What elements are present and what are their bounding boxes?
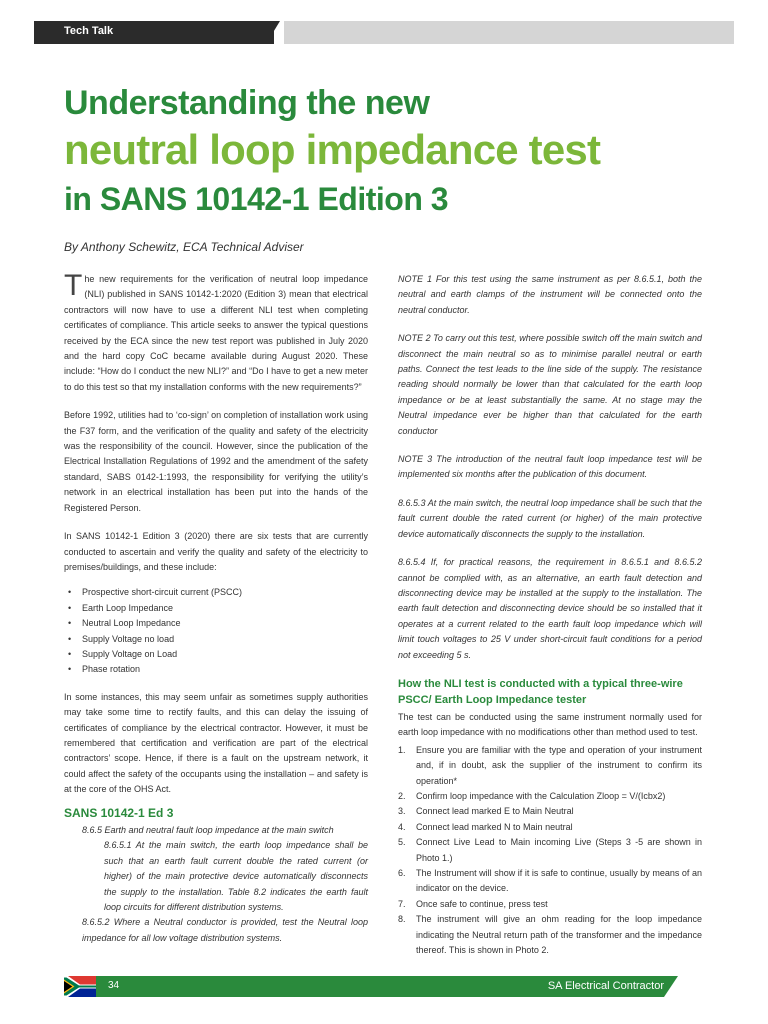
- page-number: 34: [108, 980, 120, 991]
- note-3: NOTE 3 The introduction of the neutral fault loop impedance test will be implemented six months after the publication of this document.: [398, 454, 702, 480]
- list-item: • Neutral Loop Impedance: [64, 616, 368, 631]
- header-slash: [266, 21, 280, 44]
- title-line-1: Understanding the new: [64, 84, 430, 122]
- list-item: • Prospective short-circuit current (PSCC): [64, 585, 368, 600]
- list-item: • Phase rotation: [64, 662, 368, 677]
- drop-cap: T: [64, 269, 83, 302]
- section-label: Tech Talk: [64, 25, 114, 37]
- list-item: • Supply Voltage on Load: [64, 647, 368, 662]
- clause-8-6-5-3: 8.6.5.3 At the main switch, the neutral loop impedance shall be such that the fault current double the rated current (or higher) of the main protective device automatically disconnects the supply to the installation.: [398, 497, 702, 539]
- title-line-2: neutral loop impedance test: [64, 126, 601, 173]
- clause-8-6-5-2: 8.6.5.2 Where a Neutral conductor is provided, test the Neutral loop impedance for all low voltage distribution systems.: [82, 917, 368, 943]
- tests-list: [64, 585, 368, 677]
- page-footer: [64, 976, 664, 997]
- history-paragraph: Before 1992, utilities had to ‘co-sign’ on completion of installation work using the F37 form, and the verification of the quality and safety of the electricity was the responsibility of the council. However, since the publication of the Electrical Installation Regulations of 1992 and the amendment of the safety standard, SABS 0142-1:1993, the responsibility for verifying the utility’s network in an electrical installation has been put into the hands of the Registered Person.: [64, 410, 368, 513]
- list-item: 6. The Instrument will show if it is safe to continue, usually by means of an indicator on the device.: [398, 868, 702, 894]
- list-item: • Supply Voltage no load: [64, 632, 368, 647]
- list-item: 3. Connect lead marked E to Main Neutral: [398, 806, 574, 817]
- list-item: 1. Ensure you are familiar with the type and operation of your instrument and, if in doubt, ask the supplier of the instrument to confirm its operation*: [398, 744, 702, 786]
- right-column: [398, 272, 702, 958]
- magazine-name: SA Electrical Contractor: [547, 980, 664, 992]
- list-item: 8. The instrument will give an ohm reading for the loop impedance indicating the Neutral return path of the transformer and the impedance thereof. This is shown in Photo 2.: [398, 914, 702, 956]
- clause-8-6-5-4: 8.6.5.4 If, for practical reasons, the requirement in 8.6.5.1 and 8.6.5.2 cannot be complied with, as an alternative, an earth fault detection and disconnecting device may be installed at the supply to the installation. The earth fault detection and disconnecting device should be so installed that it operates at a current related to the earth fault loop impedance which will limit touch voltages to 25 V under short-circuit fault conditions for a period not exceeding 5 s.: [398, 557, 702, 660]
- list-item: 2. Confirm loop impedance with the Calculation Zloop = V/(Icbx2): [398, 790, 666, 801]
- tests-paragraph: In SANS 10142-1 Edition 3 (2020) there are six tests that are currently conducted to ascertain and verify the quality and safety of the electricity to premises/buildings, and these include:: [64, 531, 368, 572]
- list-item: 4. Connect lead marked N to Main neutral: [398, 821, 573, 832]
- intro-paragraph: The new requirements for the verification of neutral loop impedance (NLI) published in SANS 10142-1:2020 (Edition 3) mean that electrical contractors will now have to use a different NLI test when completing certificates of compliance. This article seeks to answer the typical questions received by the ECA since the new test report was published in July 2020 and the hard copy CoC became available during August 2020. These include: “How do I conduct the new NLI?” and “Do I have to get a new meter to do this test so that my installation conforms with the new requirements?”: [64, 269, 368, 392]
- south-africa-flag-icon: [64, 976, 96, 997]
- fairness-paragraph: In some instances, this may seem unfair as sometimes supply authorities may take some time to rectify faults, and this can delay the issuing of certificates of compliance by the electrical contractor. However, it must be remembered that certification and verification are part of the electrical contractors’ scope. Hence, if there is a fault on the upstream network, it could affect the safety of the occupants using the installation – and safety is at the core of the OHS Act.: [64, 691, 368, 795]
- list-item: 5. Connect Live Lead to Main incoming Live (Steps 3 -5 are shown in Photo 1.): [398, 837, 702, 863]
- note-2: NOTE 2 To carry out this test, where possible switch off the main switch and disconnect the main neutral so as to minimise parallel neutral or earth paths. Connect the test leads to the line side of the supply. The resistance reading should normally be lower than that calculated for the earth loop impedance or be at least substantially the same. At no stage may the Neutral impedance ever be higher than that calculated for the earth conductor: [398, 333, 702, 436]
- footer-slash: [664, 976, 678, 997]
- clause-8-6-5-1: 8.6.5.1 At the main switch, the earth loop impedance shall be such that an earth fault current double the rated current (or higher) of the main protective device automatically disconnects the supply to the installation. Table 8.2 indicates the earth fault loop circuits for different distribution systems.: [104, 840, 368, 913]
- clause-8-6-5: 8.6.5 Earth and neutral fault loop impedance at the main switch: [82, 825, 334, 835]
- byline: By Anthony Schewitz, ECA Technical Adviser: [64, 240, 304, 254]
- list-item: 7. Once safe to continue, press test: [398, 898, 548, 909]
- list-item: • Earth Loop Impedance: [64, 601, 368, 616]
- sans-heading: SANS 10142-1 Ed 3: [64, 805, 174, 820]
- title-line-3: in SANS 10142-1 Edition 3: [64, 181, 449, 217]
- steps-list: [398, 743, 702, 959]
- left-column: [64, 269, 368, 946]
- note-1: NOTE 1 For this test using the same instrument as per 8.6.5.1, both the neutral and earth clamps of the instrument will be connected onto the neutral conductor.: [398, 274, 702, 315]
- header-grey-band: [284, 21, 734, 44]
- nli-intro: The test can be conducted using the same instrument normally used for earth loop impedance with no modifications other than method used to test.: [398, 711, 702, 738]
- nli-heading: How the NLI test is conducted with a typical three-wire PSCC/ Earth Loop Impedance tester: [398, 677, 683, 706]
- section-header-bar: [34, 21, 734, 44]
